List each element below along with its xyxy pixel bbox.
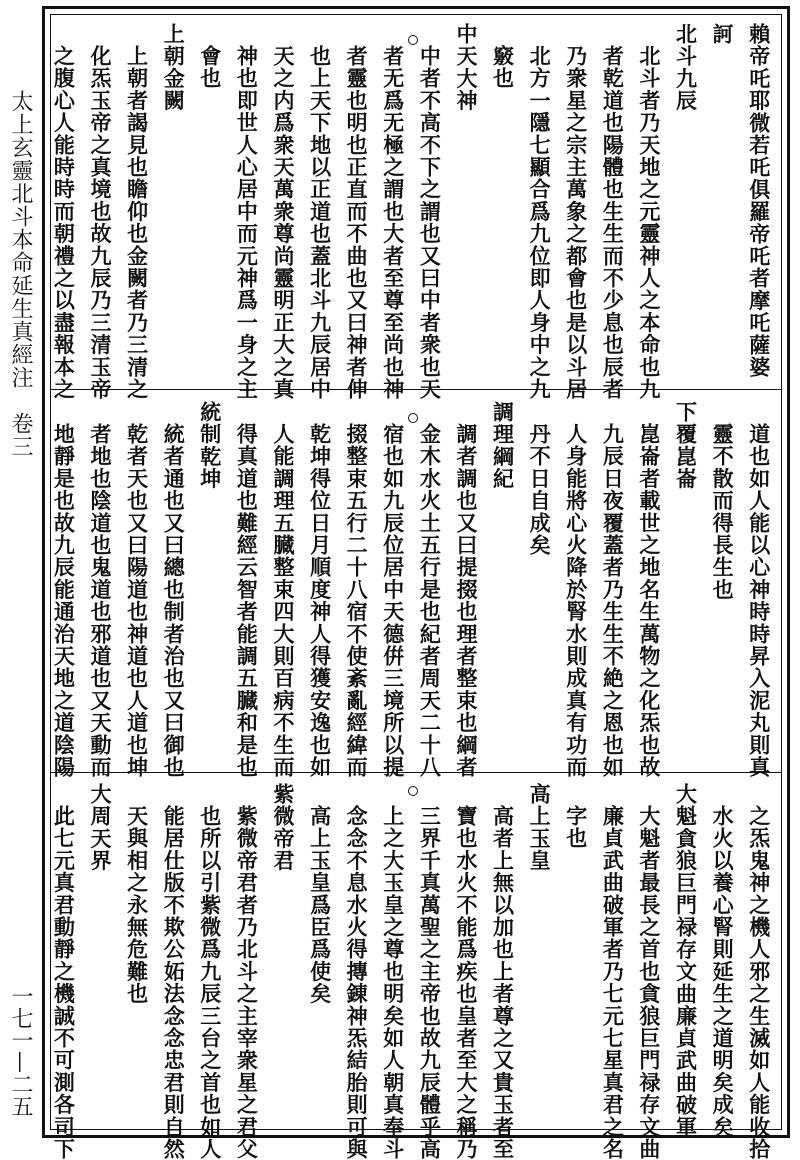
text-column bbox=[740, 23, 777, 384]
text-column bbox=[704, 401, 741, 767]
column-text: 竅也 bbox=[490, 45, 516, 90]
column-text: 水火以養心腎則延生之道明矣成矣 bbox=[710, 805, 736, 1138]
column-text: 廉貞武曲破軍者乃七元七星真君之名 bbox=[600, 805, 626, 1160]
column-text: 賴帝吒耶微若吒俱羅帝吒者摩吒薩婆 bbox=[746, 23, 772, 379]
text-column bbox=[594, 401, 631, 779]
column-text: 得真道也難經云智者能調五臓和是也 bbox=[234, 423, 260, 779]
column-group bbox=[45, 23, 777, 401]
text-column bbox=[82, 401, 119, 779]
text-column bbox=[45, 23, 82, 401]
column-text: 者地也陰道也鬼道也邪道也又天動而 bbox=[88, 423, 114, 779]
text-column bbox=[557, 401, 594, 779]
text-band-top bbox=[51, 15, 777, 401]
text-column bbox=[557, 23, 594, 401]
text-column bbox=[594, 783, 631, 1160]
circle-mark bbox=[408, 35, 418, 45]
column-text: 地靜是也故九辰能通治天地之道陰陽 bbox=[51, 423, 77, 779]
column-text: 三界千真萬聖之主帝也故九辰體乎高 bbox=[417, 805, 443, 1160]
column-text: 人能調理五臓整束四大則百病不生而 bbox=[270, 423, 296, 779]
text-column bbox=[521, 23, 558, 401]
text-band-bottom bbox=[51, 775, 777, 1160]
column-text: 上之大玉皇之尊也明矣如人朝真奉斗 bbox=[380, 805, 406, 1160]
text-column bbox=[301, 401, 338, 779]
page-frame bbox=[42, 6, 790, 1160]
column-text: 之炁鬼神之機人邪之生滅如人能收拾 bbox=[746, 805, 772, 1160]
text-column bbox=[45, 783, 82, 1160]
column-text: 也所以引紫微爲九辰三台之首也如人 bbox=[197, 805, 223, 1160]
text-column bbox=[521, 783, 558, 1133]
column-text: 念念不息水火得摶錬神炁結胎則可與 bbox=[344, 805, 370, 1160]
column-text: 金木水火土五行是也紀者周天二十八 bbox=[417, 423, 443, 779]
column-text: 宿也如九辰位居中天德倂三境所以提 bbox=[380, 423, 406, 779]
column-text: 此七元真君動靜之機誠不可測各司下 bbox=[51, 805, 77, 1160]
column-text: 上朝金闕 bbox=[161, 23, 187, 112]
text-column bbox=[411, 783, 448, 1160]
text-column bbox=[484, 23, 521, 384]
column-text: 能居仕版不欺公妬法念念忠君則自然 bbox=[161, 805, 187, 1160]
text-column bbox=[411, 23, 448, 401]
text-column bbox=[192, 401, 229, 767]
column-text: 調者調也又曰提掇也理者整束也綱者 bbox=[453, 423, 479, 779]
column-text: 紫微帝君者乃北斗之主宰衆星之君父 bbox=[234, 805, 260, 1160]
text-column bbox=[374, 23, 411, 401]
text-column bbox=[448, 783, 485, 1160]
text-column bbox=[374, 401, 411, 779]
column-text: 大魁貪狼巨門禄存文曲廉貞武曲破軍 bbox=[673, 783, 699, 1139]
column-group bbox=[45, 401, 777, 779]
column-text: 高上玉皇爲臣爲使矣 bbox=[307, 805, 333, 1005]
text-column bbox=[448, 23, 485, 384]
text-column bbox=[45, 401, 82, 779]
text-column bbox=[448, 401, 485, 779]
text-column bbox=[594, 23, 631, 401]
text-column bbox=[704, 783, 741, 1138]
column-text: 天與相之永無危難也 bbox=[124, 805, 150, 1005]
column-text: 乾坤得位日月順度神人得獲安逸也如 bbox=[307, 423, 333, 779]
text-column bbox=[374, 783, 411, 1160]
text-column bbox=[740, 783, 777, 1160]
text-column bbox=[521, 401, 558, 767]
column-text: 者靈也明也正直而不曲也又曰神者伸 bbox=[344, 45, 370, 401]
column-text: 也上天下地以正道也蓋北斗九辰居中 bbox=[307, 45, 333, 401]
column-text: 北斗者乃天地之元靈神人之本命也九 bbox=[636, 45, 662, 401]
column-text: 者无爲无極之謂也大者至尊至尚也神 bbox=[380, 45, 406, 401]
column-text: 會也 bbox=[197, 45, 223, 90]
text-column bbox=[265, 401, 302, 779]
circle-mark bbox=[408, 413, 418, 423]
margin-page-number: 一七一—二五 bbox=[8, 985, 33, 1117]
text-column bbox=[667, 783, 704, 1139]
column-text: 統制乾坤 bbox=[197, 401, 223, 490]
text-column bbox=[301, 23, 338, 401]
margin-book-title: 太上玄靈北斗本命延生真經注 卷三 bbox=[8, 90, 33, 458]
column-text: 掇整束五行二十八宿不使紊亂經緯而 bbox=[344, 423, 370, 779]
column-text: 中者不高不下之謂也又曰中者衆也天 bbox=[417, 45, 443, 401]
column-text: 乾者天也又曰陽道也神道也人道也坤 bbox=[124, 423, 150, 779]
column-text: 高者上無以加也上者尊之又貴玉者至 bbox=[490, 805, 516, 1160]
column-text: 北斗九辰 bbox=[673, 23, 699, 112]
text-column bbox=[338, 23, 375, 401]
column-text: 人身能將心火降於腎水則成真有功而 bbox=[563, 423, 589, 779]
text-column bbox=[557, 783, 594, 1133]
text-column bbox=[118, 401, 155, 779]
text-column bbox=[228, 23, 265, 401]
text-column bbox=[192, 23, 229, 384]
column-text: 道也如人能以心神時時昇入泥丸則真 bbox=[746, 423, 772, 779]
text-column bbox=[155, 783, 192, 1160]
column-text: 崑崙者載世之地名生萬物之化炁也故 bbox=[636, 423, 662, 779]
text-column bbox=[484, 401, 521, 767]
text-column bbox=[740, 401, 777, 779]
column-text: 者乾道也陽體也生生而不少息也辰者 bbox=[600, 45, 626, 401]
text-column bbox=[667, 401, 704, 767]
page-frame-inner bbox=[50, 14, 782, 1160]
column-text: 高上玉皇 bbox=[527, 783, 553, 872]
column-text: 乃衆星之宗主萬象之都會也是以斗居 bbox=[563, 45, 589, 401]
column-text: 字也 bbox=[563, 805, 589, 850]
text-column bbox=[118, 23, 155, 401]
text-column bbox=[667, 23, 704, 384]
column-text: 寶也水火不能爲疾也皇者至大之稱乃 bbox=[453, 805, 479, 1160]
text-column bbox=[265, 23, 302, 401]
column-text: 上朝者謁見也瞻仰也金闕者乃三清之 bbox=[124, 45, 150, 401]
column-text: 之腹心人能時時而朝禮之以盡報本之 bbox=[51, 45, 77, 401]
text-column bbox=[228, 783, 265, 1160]
text-column bbox=[155, 23, 192, 384]
text-column bbox=[118, 783, 155, 1133]
column-text: 丹不日自成矣 bbox=[527, 423, 553, 557]
column-text: 統者通也又曰總也制者治也又曰御也 bbox=[161, 423, 187, 779]
text-column bbox=[82, 783, 119, 1133]
text-column bbox=[301, 783, 338, 1133]
column-text: 紫微帝君 bbox=[270, 783, 296, 872]
text-column bbox=[338, 783, 375, 1160]
column-text: 中天大神 bbox=[453, 23, 479, 112]
column-text: 調理綱紀 bbox=[490, 401, 516, 490]
text-band-middle bbox=[51, 393, 777, 779]
text-column bbox=[228, 401, 265, 779]
text-column bbox=[631, 401, 668, 779]
text-column bbox=[631, 783, 668, 1160]
band-divider bbox=[51, 772, 781, 773]
circle-mark bbox=[408, 786, 418, 796]
column-text: 大周天界 bbox=[88, 783, 114, 872]
text-column bbox=[265, 783, 302, 1133]
column-text: 天之内爲衆天萬衆尊尚靈明正大之真 bbox=[270, 45, 296, 401]
text-column bbox=[338, 401, 375, 779]
text-column bbox=[411, 401, 448, 779]
text-column bbox=[484, 783, 521, 1160]
column-group bbox=[45, 783, 777, 1160]
column-text: 靈不散而得長生也 bbox=[710, 423, 736, 601]
column-text: 訶 bbox=[710, 23, 736, 46]
text-column bbox=[155, 401, 192, 779]
column-text: 大魁者最長之首也貪狼巨門禄存文曲 bbox=[636, 805, 662, 1160]
text-column bbox=[631, 23, 668, 401]
band-divider bbox=[51, 389, 781, 390]
column-text: 神也即世人心居中而元神爲一身之主 bbox=[234, 45, 260, 401]
column-text: 九辰日夜覆蓋者乃生生不絶之恩也如 bbox=[600, 423, 626, 779]
text-column bbox=[192, 783, 229, 1160]
text-column bbox=[82, 23, 119, 401]
text-column bbox=[704, 23, 741, 384]
column-text: 下覆崑崙 bbox=[673, 401, 699, 490]
column-text: 北方一隱七顯合爲九位即人身中之九 bbox=[527, 45, 553, 401]
column-text: 化炁玉帝之真境也故九辰乃三清玉帝 bbox=[88, 45, 114, 401]
